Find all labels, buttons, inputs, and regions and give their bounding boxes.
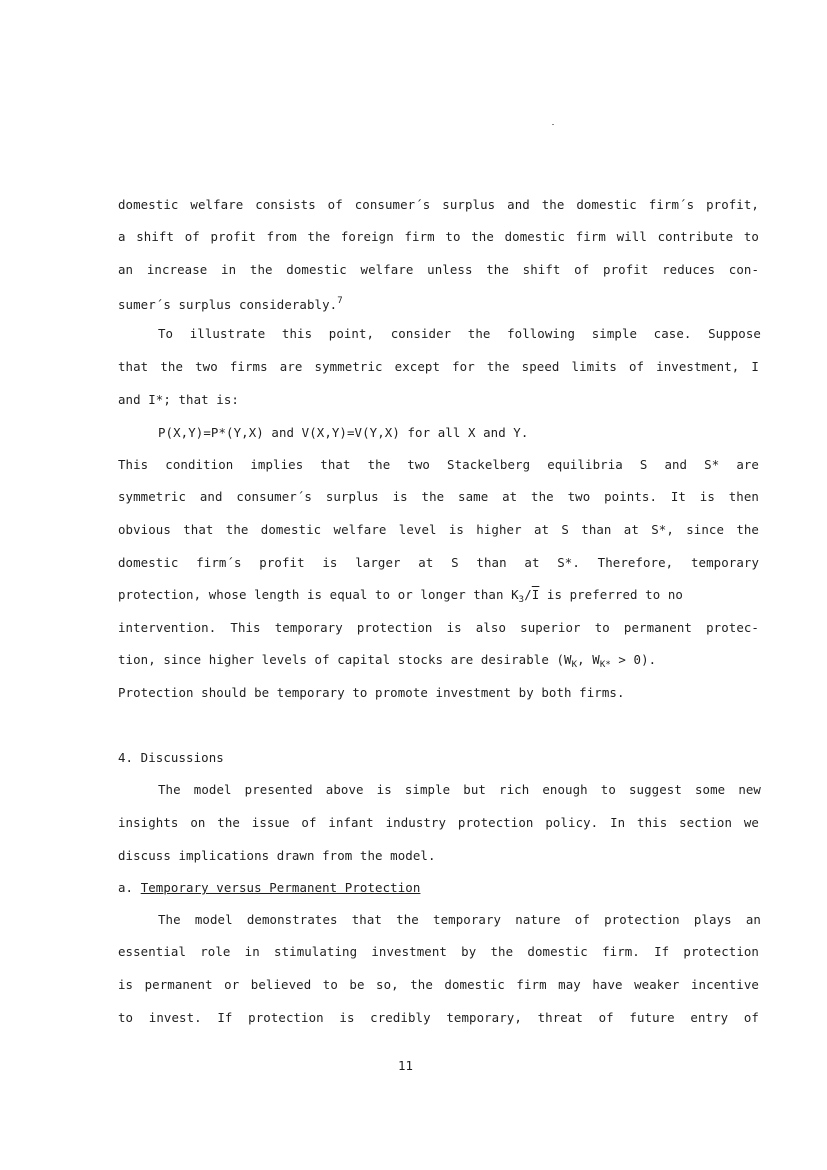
paragraph-3-line-6: intervention. This temporary protection is also superior to permanent protec-	[118, 620, 759, 635]
paragraph-2-line-3: and I*; that is:	[118, 392, 239, 407]
paragraph-3-line-3: obvious that the domestic welfare level is higher at S than at S*, since the	[118, 522, 759, 537]
line-7-comma: , W	[577, 652, 600, 667]
subsection-heading	[118, 880, 768, 896]
subsection-prefix: a.	[118, 880, 141, 895]
k-subscript: 3	[518, 595, 525, 605]
slash: /	[524, 587, 532, 602]
section-line-2: insights on the issue of infant industry protection policy. In this section we	[118, 815, 759, 830]
paragraph-3-line-2: symmetric and consumer´s surplus is the same at the two points. It is then	[118, 489, 759, 504]
paragraph-2-line-1: To illustrate this point, consider the following simple case. Suppose	[158, 326, 761, 341]
subsection-line-1: The model demonstrates that the temporary nature of protection plays an	[158, 912, 761, 927]
paragraph-3-line-7	[118, 652, 768, 673]
section-line-1: The model presented above is simple but rich enough to suggest some new	[158, 782, 761, 797]
section-line-3: discuss implications drawn from the model.	[118, 848, 436, 863]
paragraph-1-line-4	[118, 293, 768, 313]
line-5-text-b: is preferred to no	[539, 587, 683, 602]
line-7-text-b: > 0).	[610, 652, 657, 667]
page-number: 11	[398, 1058, 413, 1073]
paragraph-1-line-1: domestic welfare consists of consumer´s surplus and the domestic firm´s profit,	[118, 197, 759, 212]
line-7-text-a: tion, since higher levels of capital stocks are desirable (W	[118, 652, 572, 667]
scan-speck	[552, 124, 554, 125]
section-heading: 4. Discussions	[118, 750, 224, 765]
subsection-line-4: to invest. If protection is credibly temporary, threat of future entry of	[118, 1010, 759, 1025]
footnote-marker: 7	[337, 296, 343, 306]
subsection-line-2: essential role in stimulating investment by the domestic firm. If protection	[118, 944, 759, 959]
paragraph-1-line-4-text: sumer´s surplus considerably.	[118, 297, 338, 312]
paragraph-1-line-3: an increase in the domestic welfare unless the shift of profit reduces con-	[118, 262, 759, 277]
paragraph-3-line-8: Protection should be temporary to promote investment by both firms.	[118, 685, 625, 700]
w-subscript-k: K	[571, 660, 578, 670]
paragraph-1-line-2: a shift of profit from the foreign firm to the domestic firm will contribute to	[118, 229, 759, 244]
symmetry-equation: P(X,Y)=P*(Y,X) and V(X,Y)=V(Y,X) for all X and Y.	[158, 425, 529, 440]
i-bar: $\overline{I}$	[531, 587, 540, 602]
line-5-text-a: protection, whose length is equal to or longer than K	[118, 587, 519, 602]
subsection-title: Temporary versus Permanent Protection	[140, 880, 421, 895]
paragraph-3-line-4: domestic firm´s profit is larger at S than at S*. Therefore, temporary	[118, 555, 759, 570]
w-subscript-k-star: K*	[599, 660, 611, 670]
subsection-line-3: is permanent or believed to be so, the domestic firm may have weaker incentive	[118, 977, 759, 992]
paragraph-3-line-1: This condition implies that the two Stackelberg equilibria S and S* are	[118, 457, 759, 472]
paragraph-3-line-5	[118, 587, 768, 608]
paragraph-2-line-2: that the two firms are symmetric except for the speed limits of investment, I	[118, 359, 759, 374]
